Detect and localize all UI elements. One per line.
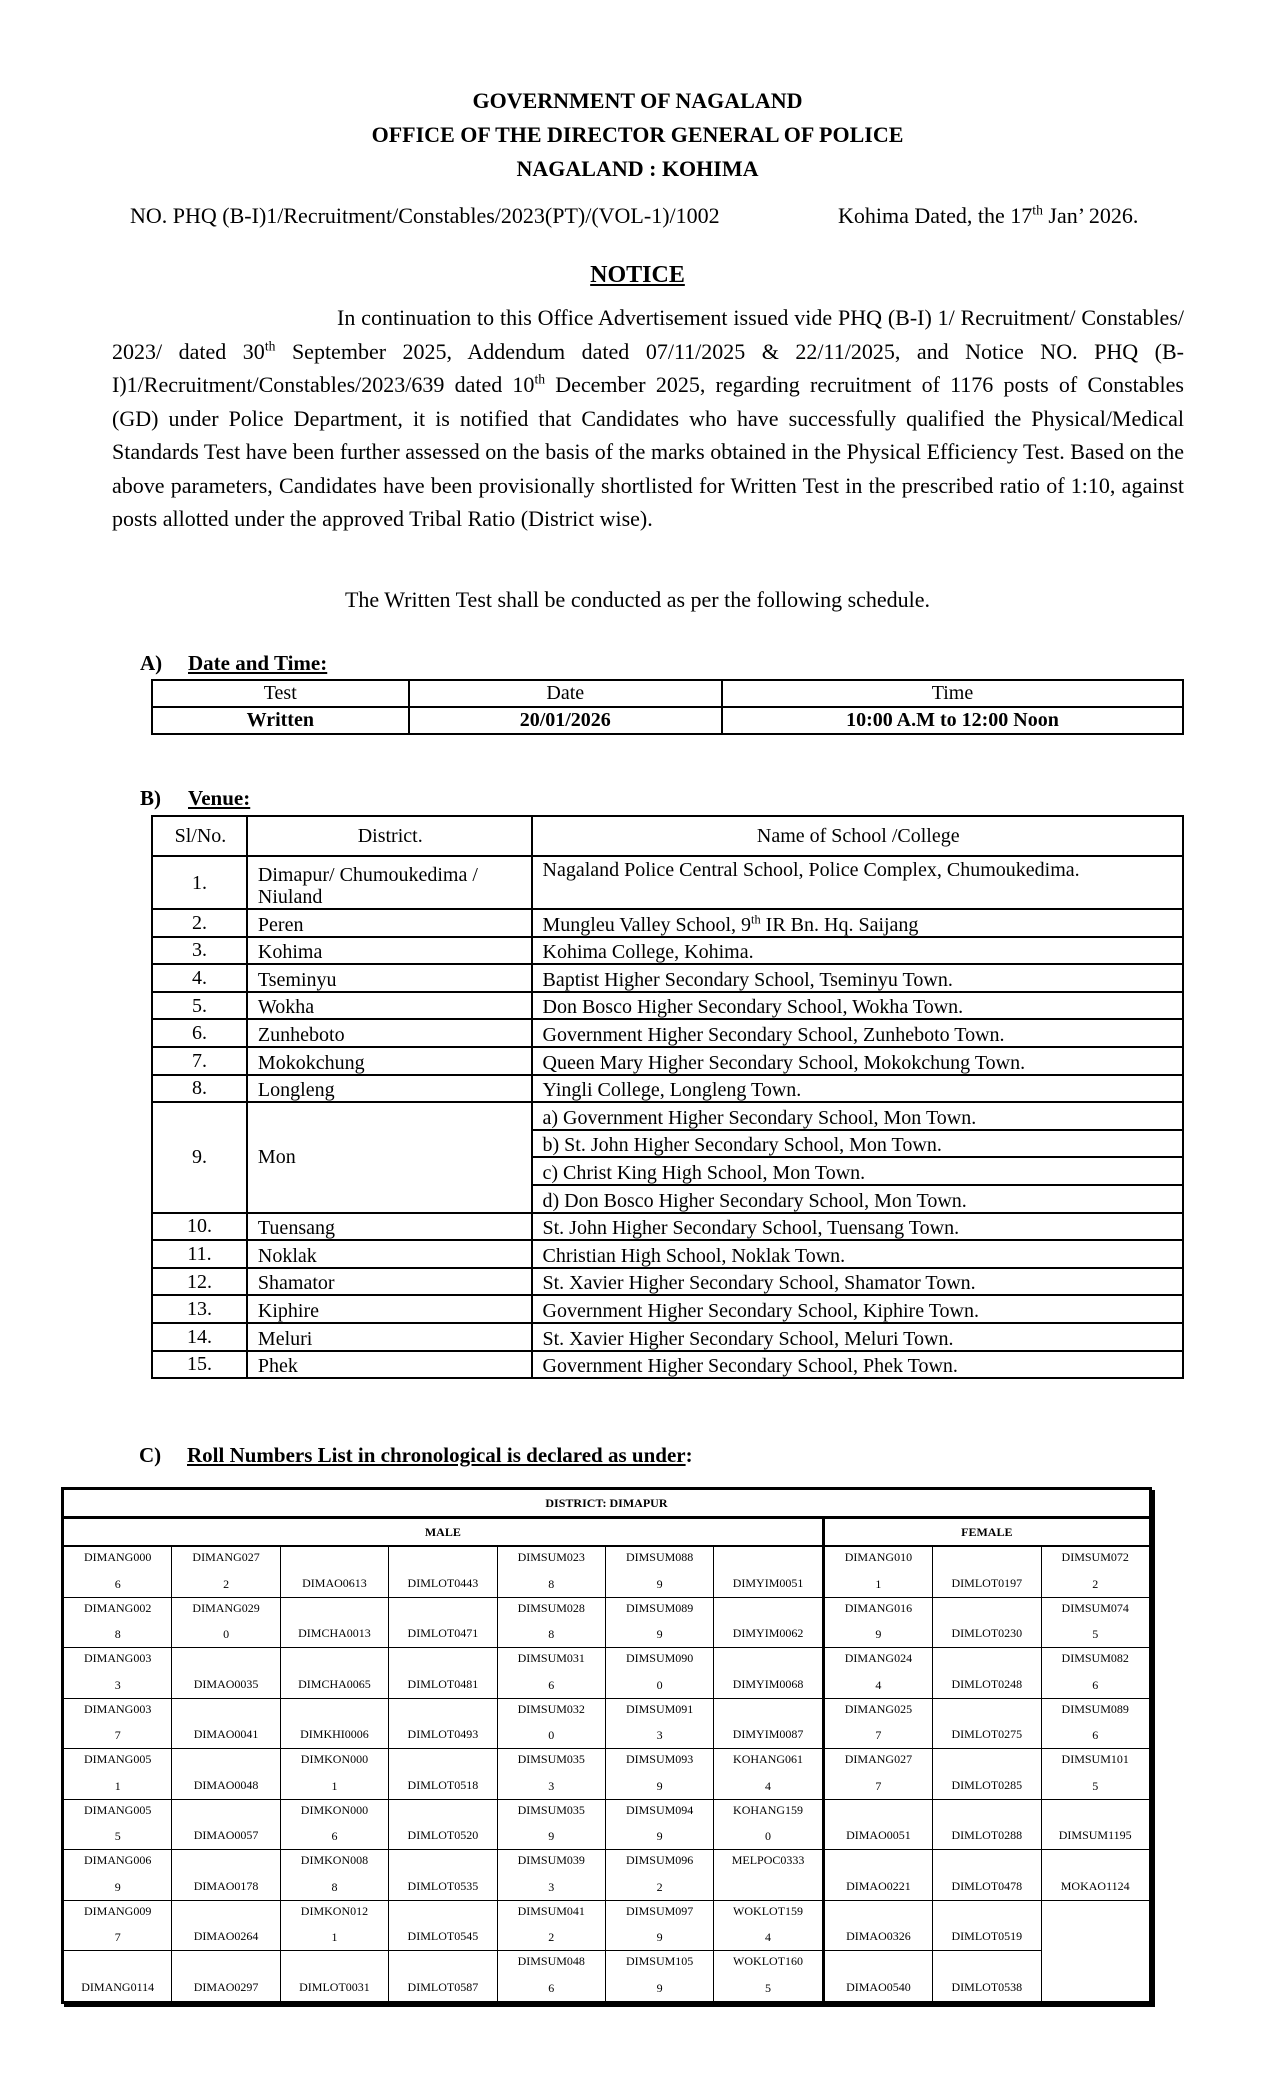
roll-number-cell: DIMLOT0519 [933, 1900, 1041, 1951]
roll-number-cell: DIMANG027 7 [823, 1749, 932, 1800]
roll-number-cell: DIMSUM023 8 [497, 1546, 605, 1597]
venue-cell: d) Don Bosco Higher Secondary School, Mon Town. [532, 1185, 1184, 1213]
district-cell: Meluri [247, 1323, 532, 1351]
venue-cell: a) Government Higher Secondary School, Mon Town. [532, 1102, 1184, 1130]
roll-number-cell: DIMSUM035 3 [497, 1749, 605, 1800]
roll-number-cell: DIMANG025 7 [823, 1698, 932, 1749]
roll-row [63, 1698, 1151, 1749]
venue-row [152, 1295, 1183, 1323]
roll-number-cell: DIMSUM090 0 [605, 1648, 713, 1699]
roll-number-cell: DIMANG029 0 [172, 1597, 280, 1648]
empty-cell [1041, 1951, 1150, 2003]
roll-number-cell: DIMAO0035 [172, 1648, 280, 1699]
venue-header-row [152, 816, 1183, 856]
roll-number-cell: DIMLOT0230 [933, 1597, 1041, 1648]
roll-number-cell: KOHANG061 4 [714, 1749, 823, 1800]
reference-date: Kohima Dated, the 17th Jan’ 2026. [838, 202, 1139, 228]
roll-number-cell: DIMAO0051 [823, 1799, 932, 1850]
district-cell: Mon [247, 1102, 532, 1212]
section-c-heading: C) Roll Numbers List in chronological is declared as under: [139, 1443, 693, 1467]
roll-number-cell: DIMLOT0443 [389, 1546, 497, 1597]
venue-cell: Government Higher Secondary School, Kiphire Town. [532, 1295, 1184, 1323]
venue-row [152, 1240, 1183, 1268]
roll-number-cell: DIMAO0178 [172, 1850, 280, 1901]
venue-cell: Nagaland Police Central School, Police Complex, Chumoukedima. [532, 856, 1184, 909]
district-cell: Kohima [247, 937, 532, 965]
roll-number-cell: DIMKON008 8 [280, 1850, 388, 1901]
roll-number-cell: DIMLOT0587 [389, 1951, 497, 2003]
roll-number-cell: DIMLOT0520 [389, 1799, 497, 1850]
header-cell: Time [722, 680, 1183, 707]
roll-number-cell: DIMAO0326 [823, 1900, 932, 1951]
roll-number-cell: DIMSUM094 9 [605, 1799, 713, 1850]
venue-row [152, 937, 1183, 965]
roll-number-cell: DIMSUM093 9 [605, 1749, 713, 1800]
header-government: GOVERNMENT OF NAGALAND [472, 88, 803, 113]
sl-cell: 5. [152, 992, 247, 1020]
roll-number-cell: DIMSUM082 6 [1041, 1648, 1150, 1699]
roll-number-cell: DIMLOT0493 [389, 1698, 497, 1749]
roll-number-cell: DIMSUM072 2 [1041, 1546, 1150, 1597]
roll-number-cell: DIMSUM105 9 [605, 1951, 713, 2003]
venue-row [152, 964, 1183, 992]
roll-number-cell: DIMLOT0285 [933, 1749, 1041, 1800]
test-cell: Written [152, 707, 409, 734]
district-cell: Wokha [247, 992, 532, 1020]
roll-number-cell: DIMYIM0062 [714, 1597, 823, 1648]
roll-row [63, 1900, 1151, 1951]
roll-number-cell: DIMAO0041 [172, 1698, 280, 1749]
roll-numbers-table [61, 1487, 1152, 2004]
roll-number-cell: DIMSUM1195 [1041, 1799, 1150, 1850]
roll-number-cell: DIMKHI0006 [280, 1698, 388, 1749]
district-cell: Tuensang [247, 1213, 532, 1241]
roll-number-cell: DIMKON000 6 [280, 1799, 388, 1850]
roll-number-cell: DIMLOT0545 [389, 1900, 497, 1951]
venue-table [151, 815, 1184, 1379]
roll-number-cell: DIMANG024 4 [823, 1648, 932, 1699]
section-b-heading: B) Venue: [140, 786, 251, 810]
roll-number-cell: DIMSUM074 5 [1041, 1597, 1150, 1648]
roll-number-cell: DIMANG003 7 [63, 1698, 172, 1749]
roll-number-cell: MOKAO1124 [1041, 1850, 1150, 1901]
sl-cell: 12. [152, 1268, 247, 1296]
gender-heading-row [63, 1518, 1151, 1547]
roll-number-cell: DIMSUM088 9 [605, 1546, 713, 1597]
roll-number-cell: DIMSUM039 3 [497, 1850, 605, 1901]
roll-row [63, 1597, 1151, 1648]
district-cell: Dimapur/ Chumoukedima / Niuland [247, 856, 532, 909]
venue-cell: Queen Mary Higher Secondary School, Mokokchung Town. [532, 1047, 1184, 1075]
roll-number-cell: DIMSUM101 5 [1041, 1749, 1150, 1800]
district-cell: Noklak [247, 1240, 532, 1268]
notice-title: NOTICE [590, 262, 685, 288]
roll-number-cell: DIMLOT0197 [933, 1546, 1041, 1597]
venue-row [152, 992, 1183, 1020]
venue-cell: Government Higher Secondary School, Phek Town. [532, 1351, 1184, 1379]
roll-number-cell: DIMSUM097 9 [605, 1900, 713, 1951]
roll-number-cell: DIMANG027 2 [172, 1546, 280, 1597]
roll-number-cell: DIMLOT0478 [933, 1850, 1041, 1901]
notice-paragraph: In continuation to this Office Advertisement issued vide PHQ (B-I) 1/ Recruitment/ Constables/ 2023/ dated 30th September 2025, Addendum dated 07/11/2025 & 22/11/2025, and Notice NO. PHQ (B-I)1/Recruitment/Constables/2023/639 dated 10th December 2025, regarding recruitment of 1176 posts of Constables (GD) under Police Department, it is notified that Candidates who have successfully qualified the Physical/Medical Standards Test have been further assessed on the basis of the marks obtained in the Physical Efficiency Test. Based on the above parameters, Candidates have been provisionally shortlisted for Written Test in the prescribed ratio of 1:10, against posts allotted under the approved Tribal Ratio (District wise). [112, 305, 1184, 531]
roll-number-cell: MELPOC0333 [714, 1850, 823, 1901]
roll-number-cell: DIMCHA0013 [280, 1597, 388, 1648]
venue-cell: Kohima College, Kohima. [532, 937, 1184, 965]
roll-number-cell: DIMAO0048 [172, 1749, 280, 1800]
venue-cell: Yingli College, Longleng Town. [532, 1075, 1184, 1103]
venue-cell: St. John Higher Secondary School, Tuensang Town. [532, 1213, 1184, 1241]
roll-row [63, 1546, 1151, 1597]
roll-number-cell: DIMANG0114 [63, 1951, 172, 2003]
roll-number-cell: DIMLOT0535 [389, 1850, 497, 1901]
district-cell: Kiphire [247, 1295, 532, 1323]
venue-cell: Mungleu Valley School, 9th IR Bn. Hq. Saijang [532, 909, 1184, 937]
venue-row [152, 1019, 1183, 1047]
venue-row [152, 856, 1183, 909]
header-cell: Name of School /College [532, 816, 1184, 856]
roll-number-cell: DIMSUM035 9 [497, 1799, 605, 1850]
district-cell: Shamator [247, 1268, 532, 1296]
venue-cell: St. Xavier Higher Secondary School, Shamator Town. [532, 1268, 1184, 1296]
roll-number-cell: DIMSUM031 6 [497, 1648, 605, 1699]
roll-row [63, 1749, 1151, 1800]
roll-number-cell: DIMSUM048 6 [497, 1951, 605, 2003]
venue-row [152, 1351, 1183, 1379]
roll-number-cell: DIMSUM041 2 [497, 1900, 605, 1951]
roll-number-cell: DIMYIM0087 [714, 1698, 823, 1749]
sl-cell: 8. [152, 1075, 247, 1103]
venue-cell: Government Higher Secondary School, Zunheboto Town. [532, 1019, 1184, 1047]
venue-row [152, 1047, 1183, 1075]
sl-cell: 10. [152, 1213, 247, 1241]
roll-number-cell: DIMSUM089 9 [605, 1597, 713, 1648]
district-cell: Mokokchung [247, 1047, 532, 1075]
sl-cell: 13. [152, 1295, 247, 1323]
date-time-table [151, 679, 1184, 735]
roll-number-cell: DIMLOT0481 [389, 1648, 497, 1699]
venue-cell: Christian High School, Noklak Town. [532, 1240, 1184, 1268]
sl-cell: 4. [152, 964, 247, 992]
header-cell: Test [152, 680, 409, 707]
reference-line [130, 203, 1190, 229]
female-heading: FEMALE [823, 1518, 1150, 1547]
roll-number-cell: KOHANG159 0 [714, 1799, 823, 1850]
reference-number: NO. PHQ (B-I)1/Recruitment/Constables/2023(PT)/(VOL-1)/1002 [130, 203, 720, 228]
roll-number-cell: DIMANG009 7 [63, 1900, 172, 1951]
roll-number-cell: WOKLOT159 4 [714, 1900, 823, 1951]
time-cell: 10:00 A.M to 12:00 Noon [722, 707, 1183, 734]
roll-number-cell: DIMANG000 6 [63, 1546, 172, 1597]
district-cell: Zunheboto [247, 1019, 532, 1047]
district-heading-row [63, 1489, 1151, 1518]
roll-number-cell: DIMAO0613 [280, 1546, 388, 1597]
sl-cell: 15. [152, 1351, 247, 1379]
roll-number-cell: DIMSUM089 6 [1041, 1698, 1150, 1749]
header-cell: Date [409, 680, 722, 707]
venue-row [152, 1268, 1183, 1296]
district-cell: Longleng [247, 1075, 532, 1103]
roll-number-cell: DIMLOT0275 [933, 1698, 1041, 1749]
venue-row [152, 1213, 1183, 1241]
roll-number-cell: DIMANG002 8 [63, 1597, 172, 1648]
roll-number-cell: DIMLOT0248 [933, 1648, 1041, 1699]
section-a-heading: A) Date and Time: [140, 651, 328, 675]
roll-number-cell: DIMLOT0518 [389, 1749, 497, 1800]
roll-row [63, 1648, 1151, 1699]
roll-number-cell: DIMAO0057 [172, 1799, 280, 1850]
roll-number-cell: DIMLOT0031 [280, 1951, 388, 2003]
venue-cell: St. Xavier Higher Secondary School, Meluri Town. [532, 1323, 1184, 1351]
roll-number-cell: DIMAO0540 [823, 1951, 932, 2003]
date-cell: 20/01/2026 [409, 707, 722, 734]
roll-number-cell: DIMLOT0538 [933, 1951, 1041, 2003]
male-heading: MALE [63, 1518, 824, 1547]
roll-number-cell: DIMSUM091 3 [605, 1698, 713, 1749]
sl-cell: 7. [152, 1047, 247, 1075]
roll-number-cell: DIMANG010 1 [823, 1546, 932, 1597]
roll-row [63, 1951, 1151, 2003]
roll-number-cell: DIMSUM032 0 [497, 1698, 605, 1749]
roll-number-cell: DIMAO0221 [823, 1850, 932, 1901]
district-cell: Peren [247, 909, 532, 937]
header-office: OFFICE OF THE DIRECTOR GENERAL OF POLICE [371, 122, 904, 147]
roll-number-cell: DIMYIM0051 [714, 1546, 823, 1597]
roll-number-cell: DIMSUM028 8 [497, 1597, 605, 1648]
venue-cell: Don Bosco Higher Secondary School, Wokha Town. [532, 992, 1184, 1020]
date-time-row [152, 707, 1183, 734]
venue-cell: Baptist Higher Secondary School, Tseminyu Town. [532, 964, 1184, 992]
sl-cell: 9. [152, 1102, 247, 1212]
venue-row [152, 1102, 1183, 1130]
sl-cell: 14. [152, 1323, 247, 1351]
header-place: NAGALAND : KOHIMA [516, 156, 759, 181]
roll-row [63, 1850, 1151, 1901]
roll-number-cell: DIMANG016 9 [823, 1597, 932, 1648]
district-heading: DISTRICT: DIMAPUR [63, 1489, 1151, 1518]
sl-cell: 3. [152, 937, 247, 965]
date-time-header-row [152, 680, 1183, 707]
empty-cell [1041, 1900, 1150, 1951]
roll-number-cell: DIMANG003 3 [63, 1648, 172, 1699]
roll-number-cell: DIMANG005 1 [63, 1749, 172, 1800]
sl-cell: 1. [152, 856, 247, 909]
header-cell: District. [247, 816, 532, 856]
sl-cell: 2. [152, 909, 247, 937]
venue-cell: c) Christ King High School, Mon Town. [532, 1157, 1184, 1185]
roll-number-cell: DIMKON012 1 [280, 1900, 388, 1951]
header-cell: Sl/No. [152, 816, 247, 856]
roll-number-cell: DIMANG006 9 [63, 1850, 172, 1901]
roll-number-cell: DIMAO0264 [172, 1900, 280, 1951]
roll-number-cell: DIMKON000 1 [280, 1749, 388, 1800]
roll-number-cell: DIMLOT0471 [389, 1597, 497, 1648]
sl-cell: 11. [152, 1240, 247, 1268]
roll-number-cell: DIMANG005 5 [63, 1799, 172, 1850]
roll-number-cell: DIMYIM0068 [714, 1648, 823, 1699]
schedule-intro: The Written Test shall be conducted as per the following schedule. [344, 587, 931, 612]
venue-row [152, 1323, 1183, 1351]
roll-number-cell: DIMCHA0065 [280, 1648, 388, 1699]
district-cell: Tseminyu [247, 964, 532, 992]
venue-cell: b) St. John Higher Secondary School, Mon Town. [532, 1130, 1184, 1158]
venue-row [152, 1075, 1183, 1103]
roll-row [63, 1799, 1151, 1850]
roll-number-cell: DIMSUM096 2 [605, 1850, 713, 1901]
sl-cell: 6. [152, 1019, 247, 1047]
roll-number-cell: DIMAO0297 [172, 1951, 280, 2003]
venue-row [152, 909, 1183, 937]
roll-number-cell: DIMLOT0288 [933, 1799, 1041, 1850]
district-cell: Phek [247, 1351, 532, 1379]
roll-number-cell: WOKLOT160 5 [714, 1951, 823, 2003]
